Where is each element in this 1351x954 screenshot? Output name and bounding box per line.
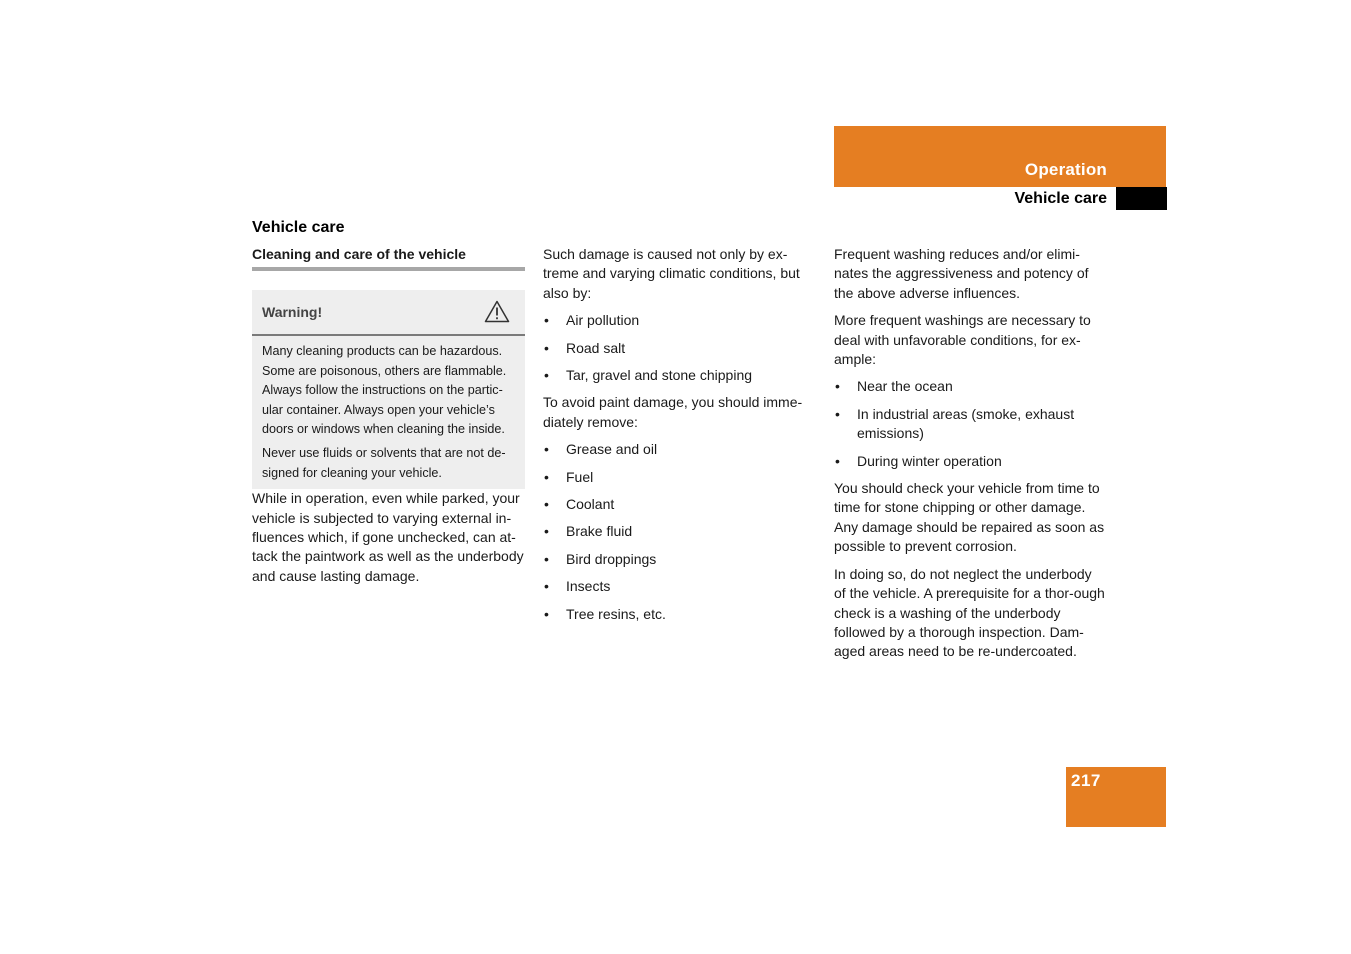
body-paragraph: To avoid paint damage, you should imme-diately remove: <box>543 394 803 430</box>
list-item: • Road salt <box>543 339 815 358</box>
list-item: • In industrial areas (smoke, exhaust emissions) <box>834 405 1106 444</box>
body-paragraph: While in operation, even while parked, your vehicle is subjected to varying external in-fluences which, if gone unchecked, can at-tack the paintwork as well as the underbody and cause lasting damage. <box>252 490 524 584</box>
column-3 <box>834 245 1106 670</box>
warning-header <box>252 290 525 336</box>
list-item: • Air pollution <box>543 311 815 330</box>
header-subsection-title: Vehicle care <box>1014 190 1107 207</box>
column-1 <box>252 245 525 594</box>
warning-box <box>252 290 525 489</box>
bullet-list-remove <box>543 440 815 624</box>
subheading-rule <box>252 267 525 271</box>
list-item: • Coolant <box>543 495 815 514</box>
list-item: • Tar, gravel and stone chipping <box>543 366 815 385</box>
header-marker-block <box>1116 187 1167 210</box>
list-item: • During winter operation <box>834 452 1106 471</box>
page-number: 217 <box>1071 771 1101 790</box>
body-paragraph: In doing so, do not neglect the underbody of the vehicle. A prerequisite for a thor-ough check is a washing of the underbody followed by a thorough inspection. Dam-aged areas need to be re-undercoated. <box>834 565 1105 660</box>
warning-label: Warning! <box>262 304 323 321</box>
list-item: • Fuel <box>543 468 815 487</box>
body-paragraph: More frequent washings are necessary to deal with unfavorable conditions, for ex-ample: <box>834 312 1091 368</box>
list-item: • Near the ocean <box>834 377 1106 396</box>
list-item: • Bird droppings <box>543 550 815 569</box>
bullet-list-causes <box>543 311 815 385</box>
page-title: Vehicle care <box>252 219 345 236</box>
body-paragraph: Frequent washing reduces and/or elimi-nates the aggressiveness and potency of the above adverse influences. <box>834 246 1089 301</box>
warning-paragraph: Many cleaning products can be hazardous. Some are poisonous, others are flammable. Always follow the instructions on the partic-ular container. Always open your vehicle’s doors or windows when cleaning the inside. <box>262 344 507 437</box>
list-item: • Insects <box>543 577 815 596</box>
body-paragraph: You should check your vehicle from time to time for stone chipping or other damage. Any damage should be repaired as soon as possible to prevent corrosion. <box>834 480 1105 555</box>
header-section-title: Operation <box>1024 160 1107 179</box>
list-item: • Tree resins, etc. <box>543 605 815 624</box>
section-subheading: Cleaning and care of the vehicle <box>252 246 466 262</box>
warning-paragraph: Never use fluids or solvents that are not de-signed for cleaning your vehicle. <box>262 446 506 480</box>
bullet-list-conditions <box>834 377 1106 471</box>
body-paragraph: Such damage is caused not only by ex-treme and varying climatic conditions, but also by: <box>543 246 800 301</box>
column-2 <box>543 245 815 632</box>
warning-body <box>252 336 525 489</box>
warning-triangle-icon <box>484 300 510 323</box>
list-item: • Brake fluid <box>543 522 815 541</box>
header-band <box>834 126 1166 187</box>
list-item: • Grease and oil <box>543 440 815 459</box>
